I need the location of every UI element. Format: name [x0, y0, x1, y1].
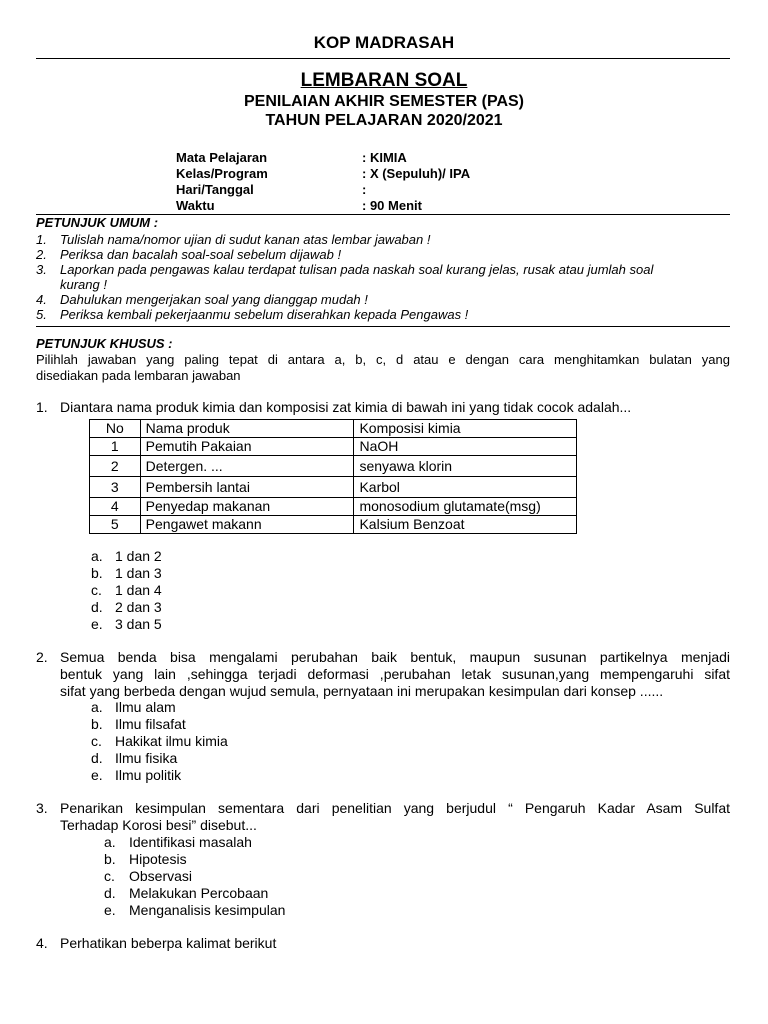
- question-line: bentuk yang lain ,sehingga terjadi deformasi ,perubahan letak susunan,yang mempengaruhi sifat: [60, 666, 730, 682]
- list-item: [36, 247, 730, 262]
- info-label: Mata Pelajaran: [176, 150, 268, 165]
- question-1: [36, 399, 730, 416]
- table-row: [90, 498, 577, 516]
- option-text: Hipotesis: [129, 851, 187, 867]
- table-cell: 1: [90, 438, 141, 456]
- table-header: No: [90, 420, 141, 438]
- answer-option: [91, 733, 351, 750]
- answer-option: [91, 599, 291, 616]
- table-row: [90, 477, 577, 498]
- question-line: sifat yang berbeda dengan wujud semula, pernyataan ini merupakan kesimpulan dari konsep ......: [60, 683, 664, 699]
- option-letter: a.: [91, 699, 103, 715]
- info-value: : 90 Menit: [362, 198, 422, 213]
- option-letter: d.: [104, 885, 116, 901]
- question-number: 4.: [36, 935, 48, 951]
- table-cell: senyawa klorin: [354, 456, 577, 477]
- table-cell: monosodium glutamate(msg): [354, 498, 577, 516]
- info-value: : KIMIA: [362, 150, 407, 165]
- composition-table: [89, 419, 577, 534]
- question-number: 2.: [36, 649, 48, 665]
- kop-madrasah: KOP MADRASAH: [313, 33, 455, 52]
- option-text: Melakukan Percobaan: [129, 885, 269, 901]
- doc-title: LEMBARAN SOAL: [300, 70, 468, 91]
- table-header: Nama produk: [140, 420, 354, 438]
- info-row: [176, 150, 576, 166]
- option-text: Ilmu politik: [115, 767, 182, 783]
- item-text: Periksa kembali pekerjaanmu sebelum diserahkan kepada Pengawas !: [60, 307, 469, 322]
- question-text: [60, 649, 730, 700]
- option-text: 1 dan 4: [115, 582, 162, 598]
- section-divider: [36, 326, 730, 327]
- table-cell: 2: [90, 456, 141, 477]
- table-cell: Pemutih Pakaian: [140, 438, 354, 456]
- exam-info: [176, 150, 576, 214]
- table-cell: Penyedap makanan: [140, 498, 354, 516]
- question-4: [36, 935, 730, 952]
- question-3-options: [104, 834, 404, 919]
- answer-option: [104, 902, 404, 919]
- option-text: Ilmu fisika: [115, 750, 178, 766]
- table-cell: Karbol: [354, 477, 577, 498]
- info-row: [176, 198, 576, 214]
- table-cell: Detergen. ...: [140, 456, 354, 477]
- item-text: Tulislah nama/nomor ujian di sudut kanan atas lembar jawaban !: [60, 232, 431, 247]
- list-item: [36, 232, 730, 247]
- info-row: [176, 166, 576, 182]
- table-cell: Kalsium Benzoat: [354, 516, 577, 534]
- question-line: Diantara nama produk kimia dan komposisi zat kimia di bawah ini yang tidak cocok adalah...: [60, 399, 632, 415]
- answer-option: [91, 548, 291, 565]
- answer-option: [104, 834, 404, 851]
- answer-option: [91, 699, 351, 716]
- info-label: Hari/Tanggal: [176, 182, 254, 197]
- option-letter: b.: [91, 565, 103, 581]
- option-text: 3 dan 5: [115, 616, 162, 632]
- option-text: Identifikasi masalah: [129, 834, 252, 850]
- question-1-options: [91, 548, 291, 633]
- option-text: Ilmu filsafat: [115, 716, 186, 732]
- list-item: [36, 262, 730, 292]
- option-letter: b.: [104, 851, 116, 867]
- table-header: Komposisi kimia: [354, 420, 577, 438]
- table-header-row: [90, 420, 577, 438]
- petunjuk-umum-list: [36, 232, 730, 322]
- option-letter: a.: [104, 834, 116, 850]
- question-text: [60, 800, 730, 834]
- question-number: 3.: [36, 800, 48, 816]
- item-text: Laporkan pada pengawas kalau terdapat tulisan pada naskah soal kurang jelas, rusak atau jumlah soal: [60, 262, 654, 277]
- option-letter: e.: [91, 767, 103, 783]
- table-cell: 3: [90, 477, 141, 498]
- item-number: 1.: [36, 232, 47, 247]
- question-number: 1.: [36, 399, 48, 415]
- question-2-options: [91, 699, 351, 784]
- info-label: Kelas/Program: [176, 166, 268, 181]
- question-line: Terhadap Korosi besi” disebut...: [60, 817, 257, 833]
- table-cell: NaOH: [354, 438, 577, 456]
- answer-option: [91, 716, 351, 733]
- question-2: [36, 649, 730, 700]
- answer-option: [104, 868, 404, 885]
- instruction-line: Pilihlah jawaban yang paling tepat di antara a, b, c, d atau e dengan cara menghitamkan bulatan yang: [36, 352, 730, 367]
- option-text: Menganalisis kesimpulan: [129, 902, 286, 918]
- option-text: Ilmu alam: [115, 699, 176, 715]
- doc-subtitle: PENILAIAN AKHIR SEMESTER (PAS): [243, 93, 524, 110]
- option-letter: e.: [104, 902, 116, 918]
- table-row: [90, 438, 577, 456]
- item-text: Periksa dan bacalah soal-soal sebelum dijawab !: [60, 247, 342, 262]
- item-text-continued: kurang !: [60, 277, 107, 292]
- option-text: 1 dan 2: [115, 548, 162, 564]
- item-number: 5.: [36, 307, 47, 322]
- answer-option: [91, 767, 351, 784]
- answer-option: [91, 750, 351, 767]
- option-letter: a.: [91, 548, 103, 564]
- info-value: : X (Sepuluh)/ IPA: [362, 166, 471, 181]
- answer-option: [104, 851, 404, 868]
- petunjuk-khusus-text: [36, 352, 730, 384]
- option-letter: c.: [91, 733, 102, 749]
- option-text: Hakikat ilmu kimia: [115, 733, 228, 749]
- option-text: 1 dan 3: [115, 565, 162, 581]
- item-text: Dahulukan mengerjakan soal yang dianggap mudah !: [60, 292, 368, 307]
- info-row: [176, 182, 576, 198]
- answer-option: [91, 616, 291, 633]
- item-number: 3.: [36, 262, 47, 277]
- table-cell: 4: [90, 498, 141, 516]
- option-letter: d.: [91, 750, 103, 766]
- academic-year: TAHUN PELAJARAN 2020/2021: [265, 112, 503, 129]
- info-value: :: [362, 182, 367, 197]
- table-cell: Pembersih lantai: [140, 477, 354, 498]
- list-item: [36, 307, 730, 322]
- list-item: [36, 292, 730, 307]
- option-letter: c.: [91, 582, 102, 598]
- table-row: [90, 516, 577, 534]
- petunjuk-khusus-heading: PETUNJUK KHUSUS :: [36, 336, 173, 351]
- question-line: Perhatikan beberpa kalimat berikut: [60, 935, 277, 951]
- info-label: Waktu: [176, 198, 215, 213]
- answer-option: [104, 885, 404, 902]
- question-line: Semua benda bisa mengalami perubahan baik bentuk, maupun susunan partikelnya menjadi: [60, 649, 730, 665]
- option-letter: e.: [91, 616, 103, 632]
- option-letter: d.: [91, 599, 103, 615]
- option-text: Observasi: [129, 868, 193, 884]
- answer-option: [91, 582, 291, 599]
- question-3: [36, 800, 730, 834]
- table-row: [90, 456, 577, 477]
- header-divider: [36, 58, 730, 59]
- option-letter: b.: [91, 716, 103, 732]
- option-letter: c.: [104, 868, 115, 884]
- question-line: Penarikan kesimpulan sementara dari penelitian yang berjudul “ Pengaruh Kadar Asam Sulfat: [60, 800, 730, 816]
- question-text: [60, 935, 730, 952]
- table-cell: 5: [90, 516, 141, 534]
- table-cell: Pengawet makann: [140, 516, 354, 534]
- option-text: 2 dan 3: [115, 599, 162, 615]
- item-number: 2.: [36, 247, 47, 262]
- item-number: 4.: [36, 292, 47, 307]
- instruction-line: disediakan pada lembaran jawaban: [36, 368, 241, 383]
- question-text: [60, 399, 730, 416]
- petunjuk-umum-heading: PETUNJUK UMUM :: [36, 215, 159, 230]
- answer-option: [91, 565, 291, 582]
